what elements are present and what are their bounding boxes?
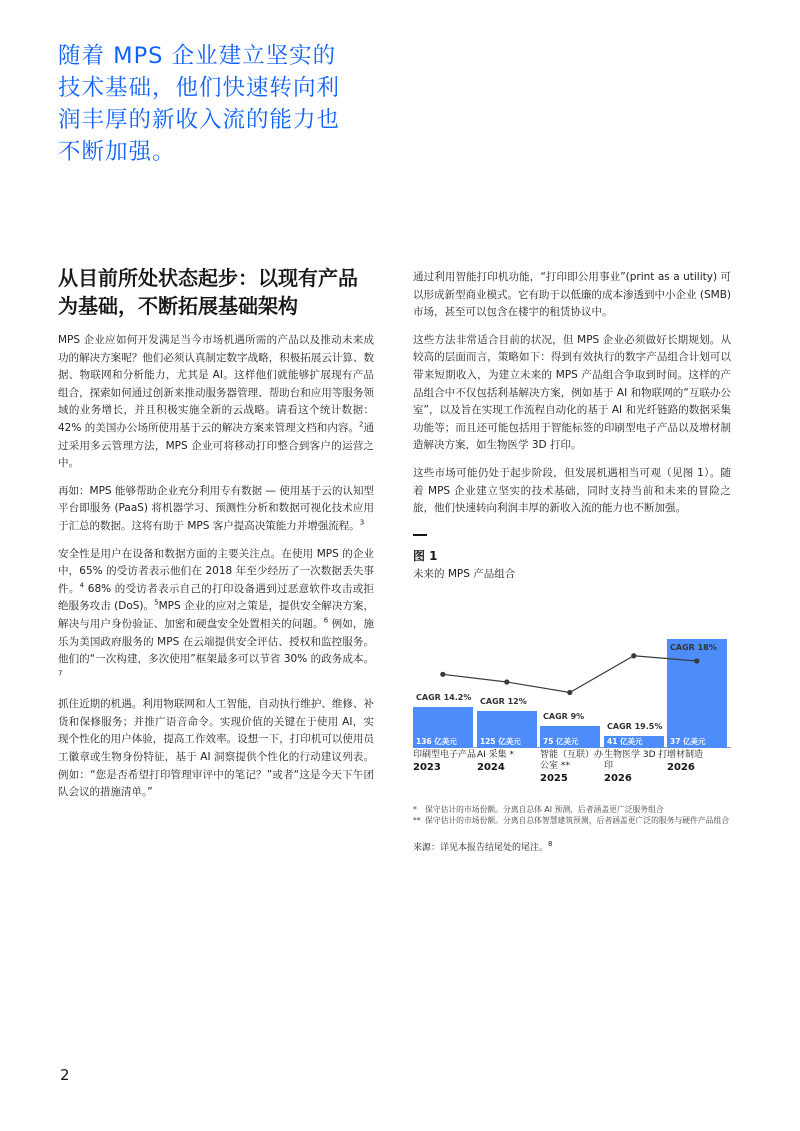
trend-polyline xyxy=(443,655,697,692)
bar-chart xyxy=(413,590,731,748)
paragraph-text: MPS 企业的应对之策是，提供安全解决方案，解决与用户身份验证、加密和硬盘安全处置相关的问题。 xyxy=(58,600,374,630)
cagr-label: CAGR 12% xyxy=(480,696,527,706)
category-year: 2025 xyxy=(540,772,568,784)
paragraph: 这些市场可能仍处于起步阶段，但发展机遇相当可观（见图 1）。随着 MPS 企业建立坚实的技术基础，同时支持当前和未来的冒险之旅，他们快速转向利润丰厚的新收入流的能力也不断加强。 xyxy=(413,466,731,515)
category-year: 2024 xyxy=(477,761,505,773)
category-year: 2023 xyxy=(413,761,441,773)
cagr-label: CAGR 19.5% xyxy=(607,721,663,731)
note-text: 保守估计的市场份额。分离自总体智慧建筑预测，后者涵盖更广泛的服务与硬件产品组合 xyxy=(425,815,730,825)
cagr-label: CAGR 9% xyxy=(543,711,585,721)
figure-label: 图 1 xyxy=(413,548,438,563)
trend-point xyxy=(567,690,572,695)
category-label xyxy=(413,750,479,773)
trend-point xyxy=(631,653,636,658)
cagr-trend-line xyxy=(413,590,731,748)
note-marker: ** xyxy=(413,815,421,825)
paragraph xyxy=(58,696,374,802)
category-name: 增材制造 xyxy=(667,749,704,760)
category-name: 生物医学 3D 打印 xyxy=(604,749,668,771)
bar-value-label: 75 亿美元 xyxy=(543,736,579,746)
category-year: 2026 xyxy=(604,772,632,784)
pull-quote: 随着 MPS 企业建立坚实的技术基础，他们快速转向利润丰厚的新收入流的能力也不断加强。 xyxy=(58,43,341,165)
section-heading: 从目前所处状态起步：以现有产品为基础，不断拓展基础架构 xyxy=(58,266,358,318)
footnote-ref[interactable]: 3 xyxy=(359,518,365,527)
category-name: AI 采集 * xyxy=(477,749,515,760)
paragraph xyxy=(58,332,374,473)
paragraph-text: MPS 企业应如何开发满足当今市场机遇所需的产品以及推动未来成功的解决方案呢？他们必须认真制定数字战略，积极拓展云计算、数据、物联网和分析能力，尤其是 AI。这样他们就能够扩展现有产品组合，探索如何通过创新来推动服务器管理、帮助台和应用等服务领域的业务增长，并且积极实施全新的云战略。请看这个统计数据：42% 的美国办公场所使用基于云的解决方案来管理文档和内容。 xyxy=(58,334,374,434)
source-text: 来源：详见本报告结尾处的尾注。 xyxy=(413,842,549,853)
paragraph xyxy=(58,546,374,687)
note-text: 保守估计的市场份额。分离自总体 AI 预测，后者涵盖更广泛服务组合 xyxy=(425,804,664,814)
figure-divider xyxy=(413,534,427,536)
figure-title: 未来的 MPS 产品组合 xyxy=(413,567,516,580)
paragraph: 这些方法非常适合目前的状况，但 MPS 企业必须做好长期规划。从较高的层面而言，策略如下：得到有效执行的数字产品组合计划可以带来短期收入，为建立未来的 MPS 产品组合争取到时间。这样的产品组合中不仅包括利基解决方案，例如基于 AI 和物联网的“互联办公室”，以及旨在实现工作流程自动化的基于 AI 和光纤链路的数据采集功能等；而且还可能包括用于智能标签的印刷型电子产品以及增材制造解决方案，如生物医学 3D 打印。 xyxy=(413,333,731,452)
page-number: 2 xyxy=(60,1066,70,1084)
footnote-ref[interactable]: 2 xyxy=(358,420,364,429)
category-label xyxy=(540,750,606,784)
footnote-ref[interactable]: 4 xyxy=(79,581,85,590)
figure-source xyxy=(413,840,731,853)
footnote-ref[interactable]: 7 xyxy=(58,669,63,678)
trend-point xyxy=(504,679,509,684)
bar-value-label: 136 亿美元 xyxy=(416,736,457,746)
paragraph-text: 68% 的受访者表示自己的打印设备遇到过恶意软件攻击或拒绝服务攻击 (DoS)。 xyxy=(58,582,375,613)
category-label xyxy=(604,750,670,784)
category-name: 印刷型电子产品 xyxy=(413,749,477,760)
paragraph-text: 再如：MPS 能够帮助企业充分利用专有数据 — 使用基于云的认知型平台即服务 (PaaS) 将机器学习、预测性分析和数据可视化技术应用于汇总的数据。这将有助于 MPS 客户提高决策能力并增强流程。 xyxy=(58,484,374,532)
left-column xyxy=(58,264,374,812)
footnote-ref[interactable]: 8 xyxy=(548,839,553,848)
chart-category-labels xyxy=(413,750,731,786)
figure-notes xyxy=(413,804,731,826)
paragraph xyxy=(58,483,374,536)
paragraph-text: 安全性是用户在设备和数据方面的主要关注点。在使用 MPS 的企业中，65% 的受访者表示他们在 2018 年至少经历了一次数据丢失事件。 xyxy=(58,547,374,595)
paragraph: 通过利用智能打印机功能，“打印即公用事业”(print as a utility) 可以形成新型商业模式。它有助于以低廉的成本渗透到中小企业 (SMB) 市场，甚至可以包含在楼宇的租赁协议中。 xyxy=(413,271,731,319)
footnote-ref[interactable]: 6 xyxy=(323,616,329,625)
figure-note xyxy=(413,815,731,826)
category-year: 2026 xyxy=(667,761,695,773)
paragraph-text: 例如，施乐为美国政府服务的 MPS 在云端提供安全评估、授权和监控服务。他们的“一次构建，多次使用”框架最多可以节省 30% 的政务成本。 xyxy=(58,617,375,666)
trend-point xyxy=(440,671,445,676)
figure-note xyxy=(413,804,731,815)
category-name: 智能（互联）办公室 ** xyxy=(540,749,604,771)
category-label xyxy=(667,750,733,773)
bar-value-label: 37 亿美元 xyxy=(670,736,706,746)
footnote-ref[interactable]: 5 xyxy=(154,598,159,607)
trend-point xyxy=(694,658,699,663)
bar-value-label: 41 亿美元 xyxy=(607,736,643,746)
right-column xyxy=(413,269,731,862)
bar-value-label: 125 亿美元 xyxy=(480,736,521,746)
cagr-label: CAGR 18% xyxy=(670,642,717,652)
cagr-label: CAGR 14.2% xyxy=(416,692,472,702)
category-label xyxy=(477,750,543,773)
note-marker: * xyxy=(413,804,417,814)
paragraph-text: 通过采用多云管理方法，MPS 企业可将移动打印整合到客户的运营之中。 xyxy=(58,421,375,470)
paragraph-text: 抓住近期的机遇。利用物联网和人工智能，自动执行维护、维修、补货和保修服务；并推广语音命令。实现价值的关键在于使用 AI，实现个性化的用户体验，提高工作效率。设想一下，打印机可以使用员工徽章或生物身份特征，基于 AI 洞察提供个性化的行动建议列表。例如：“您是否希望打印管理审评中的笔记？”或者“这是今天下午团队会议的措施清单。” xyxy=(58,698,374,799)
